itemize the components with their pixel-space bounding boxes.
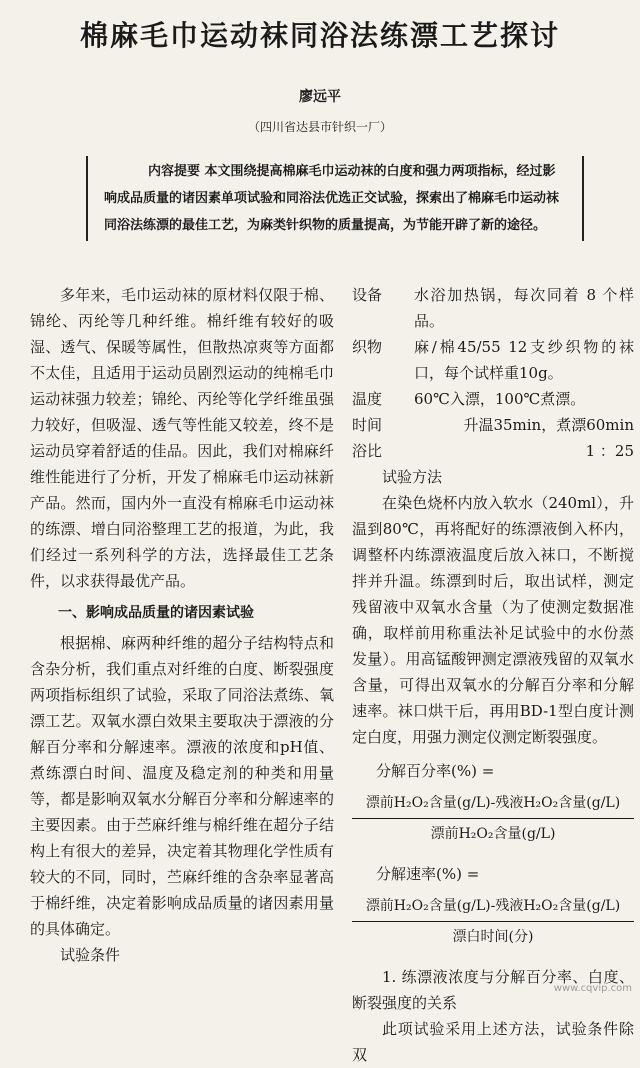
ratio-key: 浴比 [352,442,383,460]
paper-title: 棉麻毛巾运动袜同浴法练漂工艺探讨 [79,19,560,52]
formula2-label: 分解速率(%) = [376,865,480,883]
formula1-fraction [352,790,634,847]
method-paragraph: 在染色烧杯内放入软水（240ml），升温到80℃，再将配好的练漂液倒入杯内，调整杯内练漂液温度后放入袜口，不断搅拌并升温。练漂到时后，取出试样，测定残留液中双氧水含量（为了使测定数据准确，取样前用称重法补足试验中的水份蒸发量）。用高锰酸钾测定漂液残留的双氧水含量，可得出双氧水的分解百分率和分解速率。袜口烘干后，再用BD-1型白度计测定白度，用强力测定仪测定断裂强度。 [352,494,634,746]
abstract-label: 内容提要 [148,164,201,179]
formula2-denominator: 漂白时间(分) [452,929,534,945]
temperature-key: 温度 [352,390,383,408]
closing-line: 此项试验采用上述方法，试验条件除双 [352,1020,634,1064]
method-heading: 试验方法 [382,468,443,486]
fabric-value: 麻/棉45/55 12支纱织物的袜口，每个试样重10g。 [414,338,634,382]
section-heading-1: 一、影响成品质量的诸因素试验 [58,605,254,621]
right-column [352,282,634,1068]
formula1-label: 分解百分率(%) = [376,762,495,780]
intro-paragraph: 多年来，毛巾运动袜的原材料仅限于棉、锦纶、丙纶等几种纤维。棉纤维有较好的吸湿、透气、保暖等属性，但散热凉爽等方面都不太佳，且适用于运动员剧烈运动的纯棉毛巾运动袜强力较差；锦纶、丙纶等化学纤维虽强力较好，但吸湿、透气等性能又较差，终不是运动员穿着舒适的佳品。因此，我们对棉麻纤维性能进行了分析，开发了棉麻毛巾运动袜新产品。然而，国内外一直没有棉麻毛巾运动袜的练漂、增白同浴整理工艺的报道，为此，我们经过一系列科学的方法，选择最佳工艺条件，以求获得最优产品。 [30,286,334,590]
test-conditions-heading: 试验条件 [60,946,121,964]
formula1-denominator: 漂前H₂O₂含量(g/L) [430,826,556,842]
condition-time [352,412,634,438]
time-key: 时间 [352,416,383,434]
temperature-value: 60℃入漂，100℃煮漂。 [414,390,586,408]
formula1-numerator: 漂前H₂O₂含量(g/L)-残液H₂O₂含量(g/L) [352,790,634,819]
author-name: 廖远平 [299,89,341,105]
equipment-value: 水浴加热锅，每次同着 8 个样品。 [414,286,634,330]
condition-equipment [352,282,634,334]
formula2-numerator: 漂前H₂O₂含量(g/L)-残液H₂O₂含量(g/L) [352,893,634,922]
equipment-key: 设备 [352,286,383,304]
source-watermark: www.cqvip.com [553,983,632,994]
left-column [30,282,334,968]
ratio-value: 1 ：25 [585,442,634,460]
fabric-key: 织物 [352,338,383,356]
formula2-fraction [352,893,634,950]
time-value: 升温35min，煮漂60min [463,416,634,434]
condition-fabric [352,334,634,386]
section1-paragraph: 根据棉、麻两种纤维的超分子结构特点和含杂分析，我们重点对纤维的白度、断裂强度两项指标组织了试验，采取了同浴法煮练、氧漂工艺。双氧水漂白效果主要取决于漂液的分解百分率和分解速率。漂液的浓度和pH值、煮练漂白时间、温度及稳定剂的种类和用量等，都是影响双氧水分解百分率和分解速率的主要因素。由于苎麻纤维与棉纤维在超分子结构上有很大的差异，决定着其物理化学性质有较大的不同，同时，苎麻纤维的含杂率显著高于棉纤维，决定着影响成品质量的诸因素用量的具体确定。 [30,634,334,938]
condition-ratio [352,438,634,464]
condition-temperature [352,386,634,412]
abstract-text: 本文围绕提高棉麻毛巾运动袜的白度和强力两项指标，经过影响成品质量的诸因素单项试验和同浴法优选正交试验，探索出了棉麻毛巾运动袜同浴法练漂的最佳工艺，为麻类针织物的质量提高，为节能开辟了新的途径。 [104,164,560,233]
abstract-box [86,156,584,241]
author-affiliation: （四川省达县市针织一厂） [247,120,392,134]
subsection-1: 1. 练漂液浓度与分解百分率、白度、断裂强度的关系 [352,968,634,1012]
